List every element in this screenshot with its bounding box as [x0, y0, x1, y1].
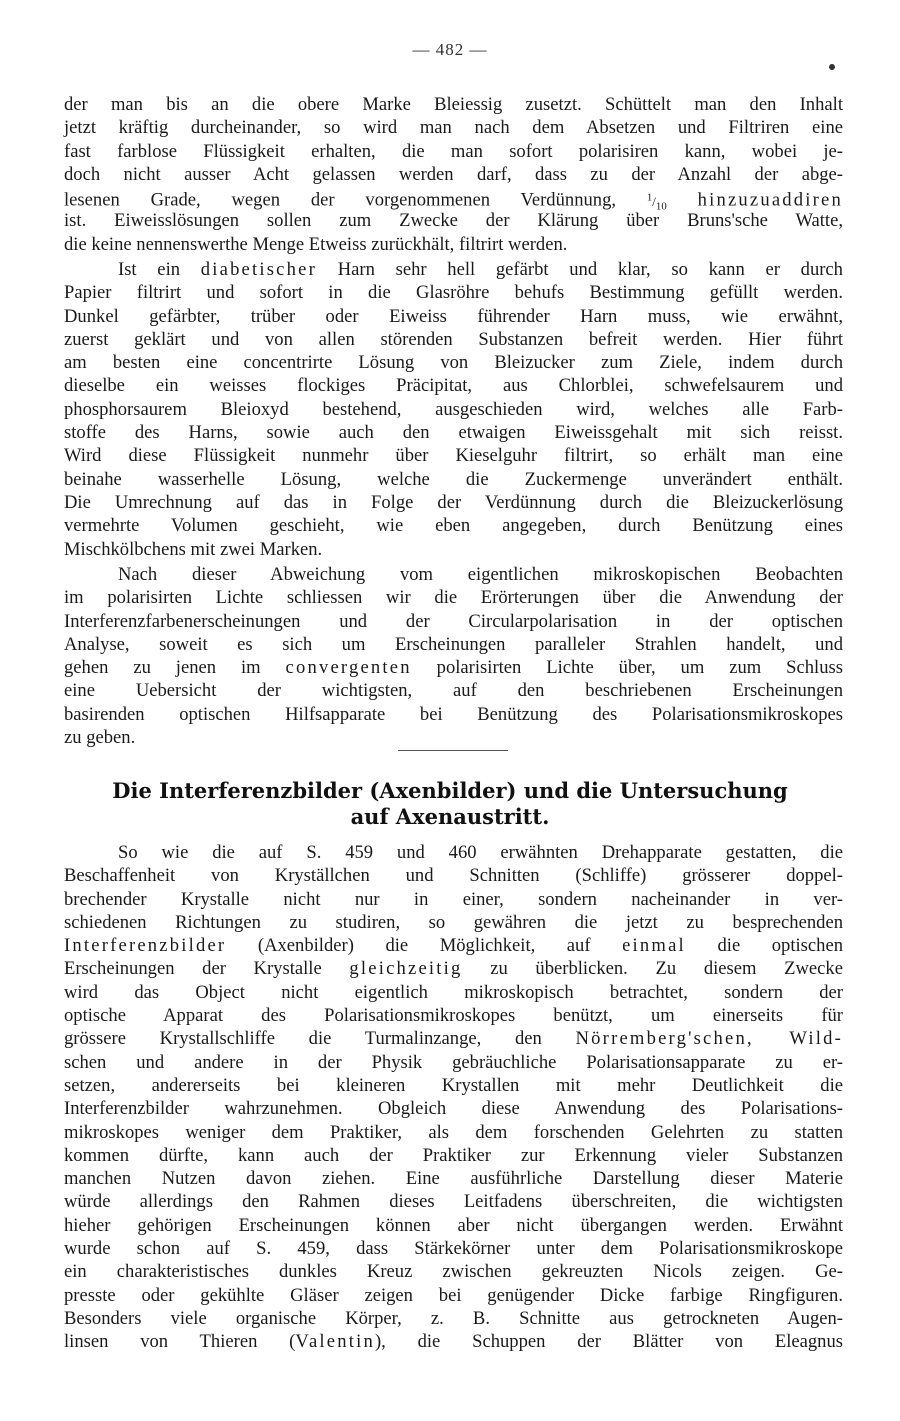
text-line: Beschaffenheit von Kryställchen und Schnitten (Schliffe) grösserer doppel- [64, 865, 843, 887]
text-line: jetzt kräftig durcheinander, so wird man nach dem Absetzen und Filtriren eine [64, 117, 843, 139]
text-line: Wird diese Flüssigkeit nunmehr über Kieselguhr filtrirt, so erhält man eine [64, 445, 843, 467]
text-segment: zu überblicken. Zu diesem Zwecke [490, 958, 843, 980]
text-segment: lesenen Grade, wegen der vorgenommenen Verdünnung, [64, 189, 617, 211]
text-line: kommen dürfte, kann auch der Praktiker zur Erkennung vieler Substanzen [64, 1144, 843, 1166]
spaced-word: einmal [622, 935, 686, 957]
text-line: die keine nennenswerthe Menge Etweiss zurückhält, filtrirt werden. [64, 233, 568, 255]
text-line: wurde schon auf S. 459, dass Stärkekörner unter dem Polarisationsmikroskope [64, 1238, 843, 1260]
text-line: ist. Eiweisslösungen sollen zum Zwecke der Klärung über Bruns'sche Watte, [64, 210, 843, 232]
text-line: basirenden optischen Hilfsapparate bei Benützung des Polarisationsmikroskopes [64, 703, 843, 725]
ink-dot [829, 64, 835, 70]
text-line: der man bis an die obere Marke Bleiessig zusetzt. Schüttelt man den Inhalt [64, 94, 843, 115]
text-line: Interferenzfarbenerscheinungen und der Circularpolarisation in der optischen [64, 610, 843, 632]
text-line: setzen, andererseits bei kleineren Krystallen mit mehr Deutlichkeit die [64, 1074, 843, 1096]
text-line [64, 957, 843, 980]
fraction-denominator: 10 [655, 200, 667, 213]
text-line: eine Uebersicht der wichtigsten, auf den beschriebenen Erscheinungen [64, 680, 843, 702]
text-line: würde allerdings den Rahmen dieses Leitfadens überschreiten, die wichtigsten [64, 1191, 843, 1213]
spaced-word: hinzuzuaddiren [697, 189, 843, 211]
text-segment: ), die Schuppen der Blätter von Eleagnus [374, 1331, 844, 1353]
text-line: optische Apparat des Polarisationsmikroskopes benützt, um einerseits für [64, 1005, 843, 1027]
text-line: wird das Object nicht eigentlich mikroskopisch betrachtet, sondern der [64, 981, 843, 1003]
text-line [64, 656, 843, 679]
text-line: brechender Krystalle nicht nur in einer, sondern nacheinander in ver- [64, 888, 843, 910]
text-line: zuerst geklärt und von allen störenden Substanzen befreit werden. Hier führt [64, 328, 843, 350]
heading-line: auf Axenaustritt. [350, 804, 550, 829]
text-line: presste oder gekühlte Gläser zeigen bei genügender Dicke farbige Ringfiguren. [64, 1284, 843, 1306]
text-segment: die optischen [717, 935, 844, 957]
text-line: Nach dieser Abweichung vom eigentlichen mikroskopischen Beobachten [118, 564, 843, 585]
text-line [64, 1330, 843, 1353]
text-line: schiedenen Richtungen zu studiren, so gewähren die jetzt zu besprechenden [64, 911, 843, 933]
text-segment: Harn sehr hell gefärbt und klar, so kann er durch [337, 259, 843, 280]
text-segment: (Axenbilder) die Möglichkeit, auf [257, 935, 591, 957]
paragraph-3 [64, 563, 843, 749]
text-line: manchen Nutzen davon ziehen. Eine ausführliche Darstellung dieser Materie [64, 1168, 843, 1190]
text-line: Besonders viele organische Körper, z. B. Schnitte aus getrockneten Augen- [64, 1307, 843, 1329]
text-line: Die Umrechnung auf das in Folge der Verdünnung durch die Bleizuckerlösung [64, 491, 843, 513]
text-line: hieher gehörigen Erscheinungen können aber nicht übergangen werden. Erwähnt [64, 1214, 843, 1236]
text-line: Papier filtrirt und sofort in die Glasröhre behufs Bestimmung gefüllt werden. [64, 282, 843, 304]
text-line: vermehrte Volumen geschieht, wie eben angegeben, durch Benützung eines [64, 515, 843, 537]
text-line: dieselbe ein weisses flockiges Präcipitat, aus Chlorblei, schwefelsaurem und [64, 375, 843, 397]
text-segment: Ist ein [118, 259, 181, 280]
heading-line: Die Interferenzbilder (Axenbilder) und die Untersuchung [112, 778, 788, 803]
text-line: Dunkel gefärbter, trüber oder Eiweiss führender Harn muss, wie erwähnt, [64, 305, 843, 327]
fraction-numerator: 1 [646, 191, 653, 204]
text-line: doch nicht ausser Acht gelassen werden darf, dass zu der Anzahl der abge- [64, 163, 843, 185]
text-line: Interferenzbilder wahrzunehmen. Obgleich diese Anwendung des Polarisations- [64, 1098, 843, 1120]
text-segment: grössere Krystallschliffe die Turmalinzange, den [64, 1028, 542, 1050]
text-line: Mischkölbchens mit zwei Marken. [64, 538, 323, 560]
spaced-word: Nörremberg'schen, Wild- [575, 1028, 843, 1050]
section-divider [398, 750, 508, 751]
text-segment: Erscheinungen der Krystalle [64, 958, 322, 980]
paragraph-2 [64, 258, 843, 561]
page-number: — 482 — [412, 40, 488, 59]
text-line: Analyse, soweit es sich um Erscheinungen paralleler Strahlen handelt, und [64, 633, 843, 655]
text-line [64, 258, 843, 281]
paragraph-1 [64, 93, 843, 256]
spaced-word: Valentin [295, 1331, 375, 1353]
fraction: $^1/_{10}$ [646, 191, 667, 213]
text-line: phosphorsaurem Bleioxyd bestehend, ausgeschieden wird, welches alle Farb- [64, 398, 843, 420]
text-segment: linsen von Thieren ( [64, 1331, 296, 1353]
text-line: am besten eine concentrirte Lösung von Bleizucker zum Ziele, indem durch [64, 352, 843, 374]
text-line: So wie die auf S. 459 und 460 erwähnten Drehapparate gestatten, die [118, 842, 843, 863]
spaced-word: convergenten [285, 657, 412, 679]
text-line [64, 186, 843, 213]
text-line [64, 1027, 843, 1050]
text-line: stoffe des Harns, sowie auch den etwaigen Eiweissgehalt mit sich reisst. [64, 422, 843, 444]
text-segment: gehen zu jenen im [64, 657, 261, 679]
spaced-word: gleichzeitig [349, 958, 463, 980]
text-line: ein charakteristisches dunkles Kreuz zwischen gekreuzten Nicols zeigen. Ge- [64, 1261, 843, 1283]
section-heading [40, 778, 860, 830]
paragraph-4 [64, 841, 843, 1354]
text-line: beinahe wasserhelle Lösung, welche die Zuckermenge unverändert enthält. [64, 468, 843, 490]
text-line [64, 934, 843, 957]
text-line: fast farblose Flüssigkeit erhalten, die man sofort polarisiren kann, wobei je- [64, 140, 843, 162]
text-line: mikroskopes weniger dem Praktiker, als dem forschenden Gelehrten zu statten [64, 1121, 843, 1143]
text-line: im polarisirten Lichte schliessen wir die Erörterungen über die Anwendung der [64, 587, 843, 609]
text-line: zu geben. [64, 727, 136, 749]
spaced-word: diabetischer [200, 259, 317, 280]
spaced-word: Interferenzbilder [64, 935, 227, 957]
text-line: schen und andere in der Physik gebräuchliche Polarisationsapparate zu er- [64, 1051, 843, 1073]
text-segment: polarisirten Lichte über, um zum Schluss [436, 657, 843, 679]
